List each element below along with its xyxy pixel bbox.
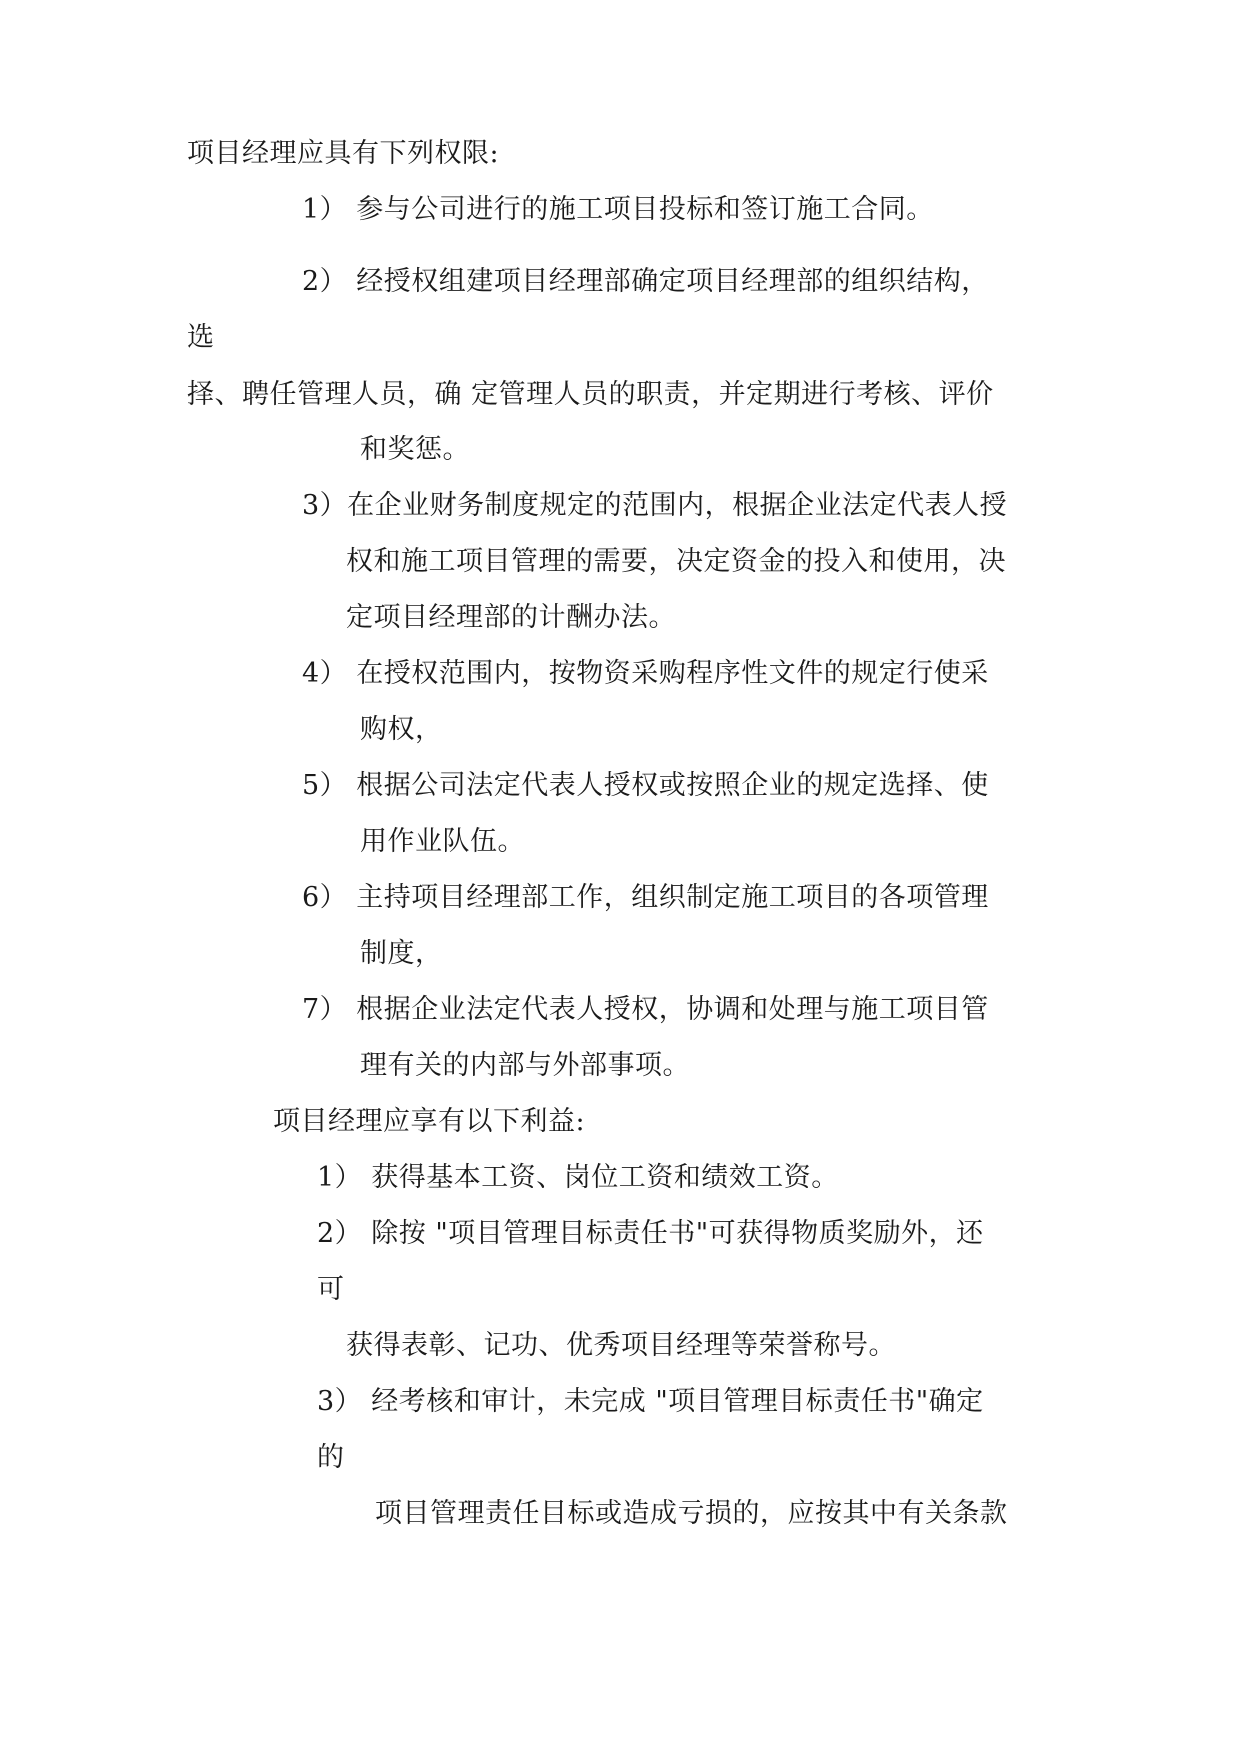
benefit-item-3: 3） 经考核和审计，未完成 "项目管理目标责任书"确定 [317, 1386, 984, 1417]
authority-item-1: 1） 参与公司进行的施工项目投标和签订施工合同。 [302, 194, 934, 225]
authority-item-6-cont: 制度， [360, 938, 443, 969]
authority-item-4-cont: 购权， [360, 714, 443, 745]
benefit-item-2-cont: 可 [317, 1274, 345, 1305]
benefit-item-1: 1） 获得基本工资、岗位工资和绩效工资。 [317, 1162, 839, 1193]
authority-item-3: 3）在企业财务制度规定的范围内，根据企业法定代表人授 [302, 490, 1008, 521]
authority-item-3-cont: 定项目经理部的计酬办法。 [346, 602, 676, 633]
section-heading-benefits: 项目经理应享有以下利益: [273, 1106, 586, 1137]
authority-item-2: 2） 经授权组建项目经理部确定项目经理部的组织结构， [302, 266, 989, 297]
authority-item-7-cont: 理有关的内部与外部事项。 [360, 1050, 690, 1081]
authority-item-5-cont: 用作业队伍。 [360, 826, 525, 857]
authority-item-2-cont: 择、聘任管理人员，确 定管理人员的职责，并定期进行考核、评价 [187, 379, 994, 410]
authority-item-2-cont: 选 [187, 322, 215, 353]
section-heading-authority: 项目经理应具有下列权限: [187, 138, 500, 169]
benefit-item-2: 2） 除按 "项目管理目标责任书"可获得物质奖励外，还 [317, 1218, 984, 1249]
authority-item-6: 6） 主持项目经理部工作，组织制定施工项目的各项管理 [302, 882, 989, 913]
authority-item-5: 5） 根据公司法定代表人授权或按照企业的规定选择、使 [302, 770, 989, 801]
authority-item-4: 4） 在授权范围内，按物资采购程序性文件的规定行使采 [302, 658, 989, 689]
authority-item-2-cont: 和奖惩。 [360, 434, 470, 465]
benefit-item-2-cont: 获得表彰、记功、优秀项目经理等荣誉称号。 [346, 1330, 896, 1361]
benefit-item-3-cont: 的 [317, 1442, 345, 1473]
authority-item-7: 7） 根据企业法定代表人授权，协调和处理与施工项目管 [302, 994, 989, 1025]
authority-item-3-cont: 权和施工项目管理的需要，决定资金的投入和使用，决 [346, 546, 1006, 577]
benefit-item-3-cont: 项目管理责任目标或造成亏损的，应按其中有关条款 [375, 1498, 1008, 1529]
